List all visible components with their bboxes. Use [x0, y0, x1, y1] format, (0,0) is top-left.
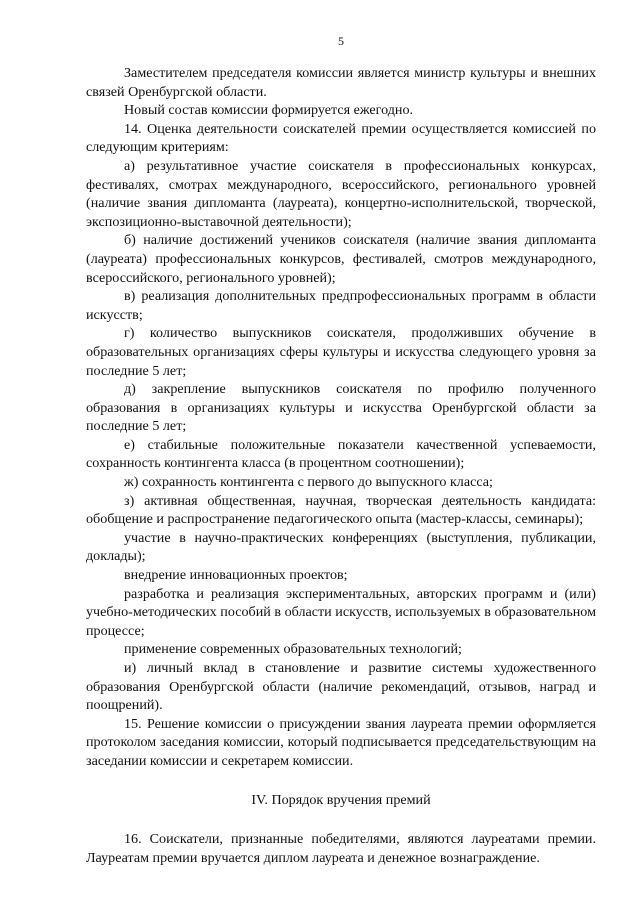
- paragraph-annual-composition: Новый состав комиссии формируется ежегодно.: [124, 102, 414, 119]
- criterion-z-conferences: участие в научно-практических конференциях (выступления, публикации, доклады);: [86, 529, 596, 565]
- page-number: 5: [338, 34, 344, 48]
- document-body: [86, 64, 596, 867]
- criterion-b: б) наличие достижений учеников соискателя (наличие звания дипломанта (лауреата) профессиональных конкурсов, фестивалей, смотров международного, всероссийского, регионального уровней);: [86, 232, 596, 286]
- criterion-a: а) результативное участие соискателя в профессиональных конкурсах, фестивалях, смотрах международного, всероссийского, регионального уровней (наличие звания дипломанта (лауреата), концертно-исполнительской, творческой, экспозиционно-выставочной деятельности);: [86, 157, 596, 230]
- criterion-z-programs: разработка и реализация экспериментальных, авторских программ и (или) учебно-методических пособий в области искусств, используемых в образовательном процессе;: [86, 585, 596, 639]
- criterion-zh: ж) сохранность контингента с первого до выпускного класса;: [124, 474, 493, 491]
- paragraph-deputy-chair: Заместителем председателя комиссии является министр культуры и внешних связей Оренбургской области.: [86, 65, 596, 100]
- criterion-z-innovation: внедрение инновационных проектов;: [124, 567, 348, 584]
- criterion-z-technologies: применение современных образовательных технологий;: [124, 641, 462, 658]
- paragraph-item-15: 15. Решение комиссии о присуждении звания лауреата премии оформляется протоколом заседания комиссии, который подписывается председательствующим на заседании комиссии и секретарем комиссии.: [86, 715, 596, 769]
- paragraph-item-16: 16. Соискатели, признанные победителями, являются лауреатами премии. Лауреатам премии вручается диплом лауреата и денежное вознаграждение.: [86, 831, 596, 866]
- criterion-d: д) закрепление выпускников соискателя по профилю полученного образования в организациях культуры и искусства Оренбургской области за последние 5 лет;: [86, 381, 596, 435]
- criterion-i: и) личный вклад в становление и развитие системы художественного образования Оренбургской области (наличие рекомендаций, отзывов, наград и поощрений).: [86, 660, 596, 714]
- paragraph-item-14: 14. Оценка деятельности соискателей премии осуществляется комиссией по следующим критериям:: [86, 120, 596, 156]
- criterion-e: е) стабильные положительные показатели качественной успеваемости, сохранность контингента класса (в процентном соотношении);: [86, 436, 596, 472]
- criterion-z: з) активная общественная, научная, творческая деятельность кандидата: обобщение и распространение педагогического опыта (мастер-классы, семинары);: [86, 492, 596, 528]
- criterion-g: г) количество выпускников соискателя, продолживших обучение в образовательных организациях сферы культуры и искусства следующего уровня за последние 5 лет;: [86, 325, 596, 379]
- criterion-v: в) реализация дополнительных предпрофессиональных программ в области искусств;: [86, 288, 596, 323]
- section-heading: IV. Порядок вручения премий: [251, 791, 431, 808]
